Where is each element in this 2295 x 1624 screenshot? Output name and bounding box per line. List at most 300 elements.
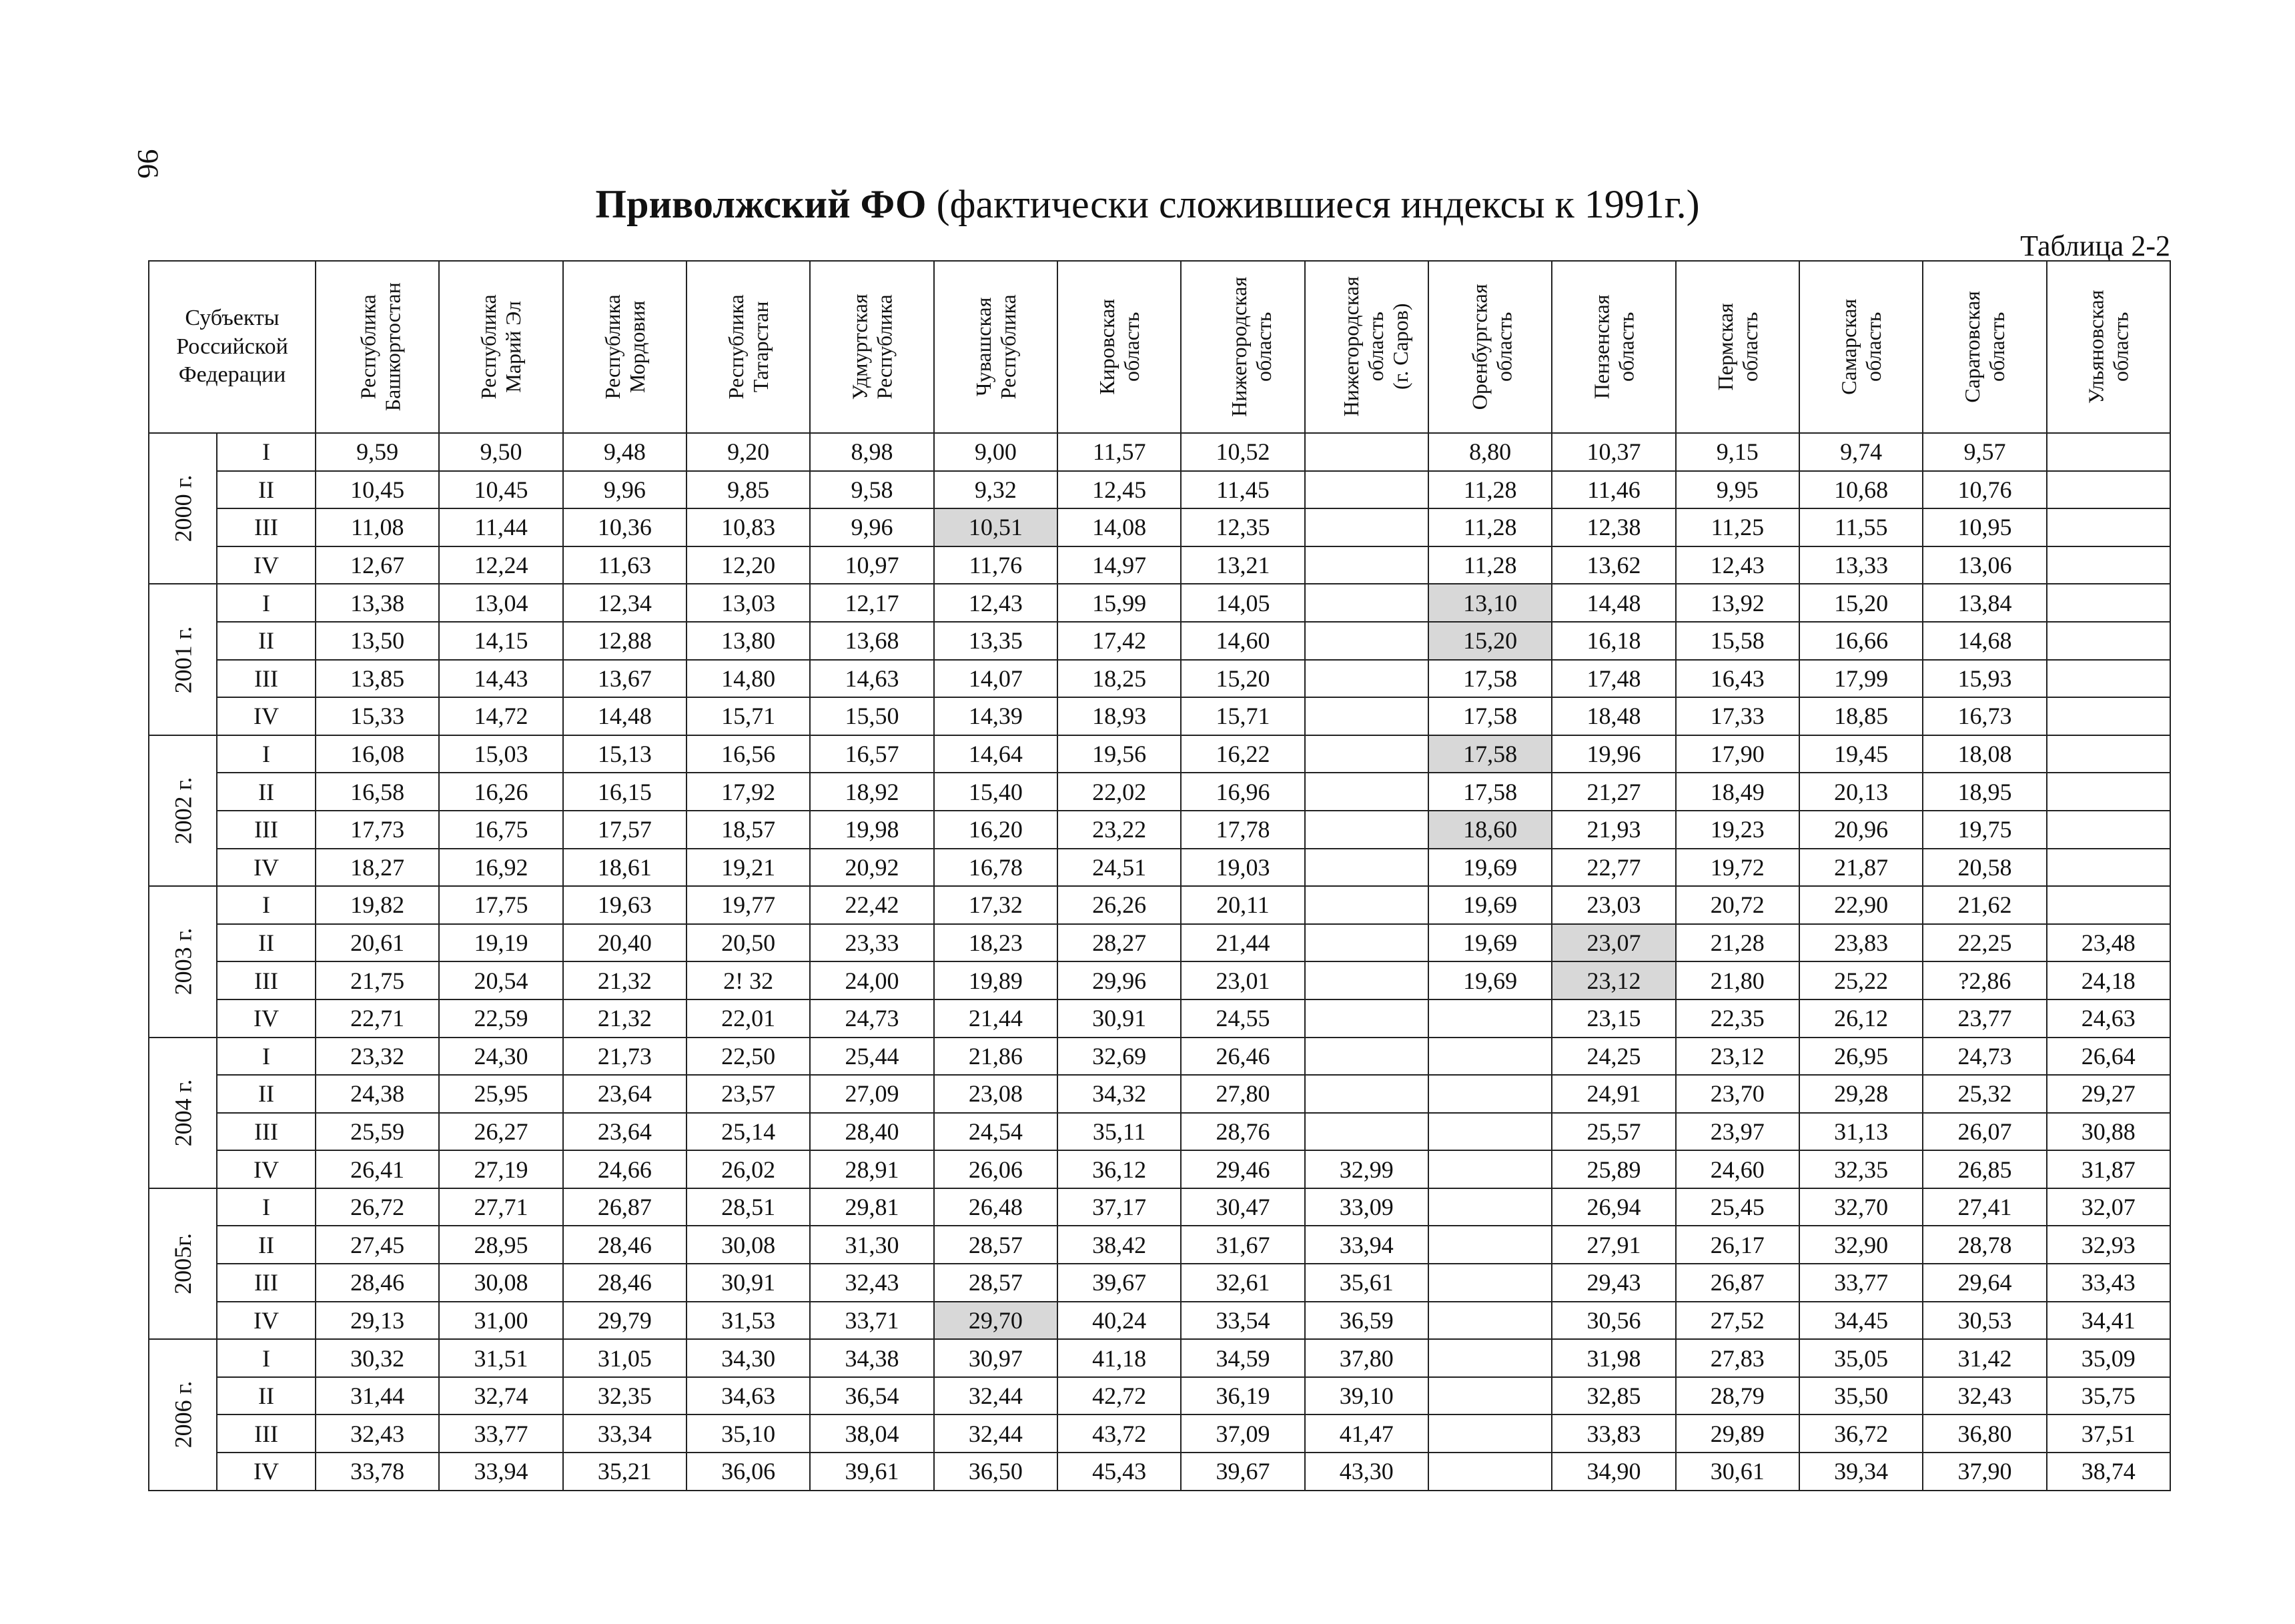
value-cell: 17,58 (1428, 697, 1552, 735)
value-cell: 16,92 (439, 849, 562, 887)
value-cell (1305, 584, 1428, 622)
value-cell: 19,03 (1181, 849, 1304, 887)
value-cell: 15,71 (686, 697, 810, 735)
value-cell: 24,91 (1552, 1075, 1675, 1113)
value-cell: 26,87 (1676, 1264, 1799, 1302)
value-cell: 35,61 (1305, 1264, 1428, 1302)
value-cell: 16,08 (316, 735, 439, 773)
value-cell: 17,78 (1181, 811, 1304, 849)
value-cell: 33,78 (316, 1453, 439, 1491)
value-cell: 28,46 (563, 1264, 686, 1302)
value-cell: 24,54 (934, 1113, 1057, 1151)
value-cell: 24,55 (1181, 999, 1304, 1038)
quarter-label: I (217, 1038, 316, 1076)
value-cell: 10,52 (1181, 433, 1304, 471)
value-cell: 21,32 (563, 999, 686, 1038)
value-cell: 17,33 (1676, 697, 1799, 735)
value-cell: 23,70 (1676, 1075, 1799, 1113)
value-cell (1428, 1038, 1552, 1076)
value-cell: 36,72 (1799, 1414, 1923, 1453)
column-header (1799, 261, 1923, 433)
value-cell: 25,57 (1552, 1113, 1675, 1151)
value-cell: 36,59 (1305, 1302, 1428, 1340)
value-cell (1305, 811, 1428, 849)
value-cell (2047, 622, 2170, 660)
value-cell: 26,95 (1799, 1038, 1923, 1076)
title-subtitle: (фактически сложившиеся индексы к 1991г.) (926, 182, 1700, 226)
value-cell: 13,06 (1923, 546, 2046, 584)
value-cell: 29,89 (1676, 1414, 1799, 1453)
value-cell: 23,64 (563, 1113, 686, 1151)
value-cell: 9,96 (563, 471, 686, 509)
quarter-label: I (217, 1188, 316, 1226)
value-cell (1428, 1150, 1552, 1188)
value-cell: 9,96 (810, 508, 933, 546)
table-row (149, 584, 2170, 622)
value-cell: 21,44 (934, 999, 1057, 1038)
value-cell: 26,85 (1923, 1150, 2046, 1188)
value-cell: 30,97 (934, 1339, 1057, 1377)
value-cell: 17,48 (1552, 660, 1675, 698)
value-cell: 40,24 (1057, 1302, 1181, 1340)
value-cell: 34,63 (686, 1377, 810, 1415)
value-cell: 11,28 (1428, 546, 1552, 584)
value-cell: 37,90 (1923, 1453, 2046, 1491)
value-cell: 14,43 (439, 660, 562, 698)
quarter-label: IV (217, 1302, 316, 1340)
value-cell: 32,43 (1923, 1377, 2046, 1415)
value-cell: 36,80 (1923, 1414, 2046, 1453)
value-cell: 28,46 (316, 1264, 439, 1302)
value-cell: 15,71 (1181, 697, 1304, 735)
value-cell: 17,32 (934, 886, 1057, 924)
quarter-label: III (217, 1264, 316, 1302)
quarter-label: II (217, 1377, 316, 1415)
value-cell: 36,12 (1057, 1150, 1181, 1188)
value-cell: 36,19 (1181, 1377, 1304, 1415)
value-cell: 14,97 (1057, 546, 1181, 584)
value-cell: 16,73 (1923, 697, 2046, 735)
value-cell: 18,85 (1799, 697, 1923, 735)
quarter-label: I (217, 433, 316, 471)
column-header (1676, 261, 1799, 433)
value-cell: 14,63 (810, 660, 933, 698)
value-cell: 16,57 (810, 735, 933, 773)
value-cell: 14,05 (1181, 584, 1304, 622)
value-cell: 26,17 (1676, 1226, 1799, 1264)
value-cell: 8,80 (1428, 433, 1552, 471)
quarter-label: IV (217, 546, 316, 584)
table-row (149, 1377, 2170, 1415)
value-cell (1428, 1414, 1552, 1453)
column-header-label: Кировская область (1094, 298, 1143, 395)
value-cell (1428, 1113, 1552, 1151)
value-cell: 17,58 (1428, 735, 1552, 773)
table-row (149, 1264, 2170, 1302)
value-cell: 23,83 (1799, 924, 1923, 962)
value-cell: 25,59 (316, 1113, 439, 1151)
value-cell: 32,35 (563, 1377, 686, 1415)
quarter-label: II (217, 924, 316, 962)
value-cell: 32,93 (2047, 1226, 2170, 1264)
value-cell: 33,54 (1181, 1302, 1304, 1340)
quarter-label: III (217, 811, 316, 849)
value-cell: 29,70 (934, 1302, 1057, 1340)
value-cell: 35,50 (1799, 1377, 1923, 1415)
value-cell: 16,96 (1181, 773, 1304, 811)
value-cell: 21,27 (1552, 773, 1675, 811)
value-cell (1428, 1226, 1552, 1264)
value-cell: 19,69 (1428, 924, 1552, 962)
column-header-label: Республика Татарстан (723, 294, 773, 399)
value-cell: 30,08 (439, 1264, 562, 1302)
value-cell: 28,40 (810, 1113, 933, 1151)
value-cell: 26,12 (1799, 999, 1923, 1038)
value-cell: 14,48 (1552, 584, 1675, 622)
value-cell: 18,92 (810, 773, 933, 811)
value-cell: 12,17 (810, 584, 933, 622)
value-cell: 29,96 (1057, 961, 1181, 999)
value-cell: 26,48 (934, 1188, 1057, 1226)
value-cell: 9,32 (934, 471, 1057, 509)
column-header-label: Удмуртская Республика (847, 293, 896, 400)
value-cell: 26,46 (1181, 1038, 1304, 1076)
value-cell: 22,59 (439, 999, 562, 1038)
year-label: 2002 г. (149, 735, 217, 886)
value-cell: 15,13 (563, 735, 686, 773)
value-cell: 13,21 (1181, 546, 1304, 584)
table-row (149, 1150, 2170, 1188)
table-row (149, 546, 2170, 584)
value-cell: 31,67 (1181, 1226, 1304, 1264)
table-row (149, 1188, 2170, 1226)
value-cell: 29,79 (563, 1302, 686, 1340)
value-cell: 16,26 (439, 773, 562, 811)
value-cell: 27,71 (439, 1188, 562, 1226)
column-header (1552, 261, 1675, 433)
value-cell: 11,25 (1676, 508, 1799, 546)
value-cell: 9,85 (686, 471, 810, 509)
year-label: 2005г. (149, 1188, 217, 1339)
table-row (149, 697, 2170, 735)
value-cell (1428, 1075, 1552, 1113)
value-cell: 24,18 (2047, 961, 2170, 999)
value-cell: 20,92 (810, 849, 933, 887)
value-cell (2047, 697, 2170, 735)
column-header-label: Самарская область (1836, 298, 1885, 395)
value-cell: 31,98 (1552, 1339, 1675, 1377)
value-cell (2047, 546, 2170, 584)
value-cell: 13,10 (1428, 584, 1552, 622)
column-header (810, 261, 933, 433)
value-cell: 19,63 (563, 886, 686, 924)
value-cell: 30,32 (316, 1339, 439, 1377)
value-cell: 9,15 (1676, 433, 1799, 471)
value-cell (2047, 471, 2170, 509)
value-cell: 24,60 (1676, 1150, 1799, 1188)
value-cell: 16,66 (1799, 622, 1923, 660)
value-cell: 28,46 (563, 1226, 686, 1264)
value-cell (2047, 811, 2170, 849)
value-cell: 10,83 (686, 508, 810, 546)
value-cell: 13,33 (1799, 546, 1923, 584)
value-cell: 22,01 (686, 999, 810, 1038)
value-cell: 17,92 (686, 773, 810, 811)
value-cell: 18,27 (316, 849, 439, 887)
value-cell: 24,63 (2047, 999, 2170, 1038)
value-cell: 9,95 (1676, 471, 1799, 509)
value-cell: 24,73 (1923, 1038, 2046, 1076)
value-cell (1305, 622, 1428, 660)
value-cell: 12,43 (1676, 546, 1799, 584)
value-cell: 15,03 (439, 735, 562, 773)
value-cell: 23,97 (1676, 1113, 1799, 1151)
value-cell: 20,50 (686, 924, 810, 962)
value-cell (1305, 849, 1428, 887)
value-cell: 17,42 (1057, 622, 1181, 660)
year-label: 2000 г. (149, 433, 217, 584)
value-cell: 37,17 (1057, 1188, 1181, 1226)
value-cell: 32,70 (1799, 1188, 1923, 1226)
value-cell: 21,87 (1799, 849, 1923, 887)
value-cell: 26,72 (316, 1188, 439, 1226)
value-cell: 11,28 (1428, 508, 1552, 546)
value-cell: 10,37 (1552, 433, 1675, 471)
value-cell: 32,69 (1057, 1038, 1181, 1076)
value-cell: 33,77 (1799, 1264, 1923, 1302)
quarter-label: II (217, 1075, 316, 1113)
value-cell: 32,61 (1181, 1264, 1304, 1302)
quarter-label: I (217, 886, 316, 924)
value-cell: 11,44 (439, 508, 562, 546)
value-cell: 30,56 (1552, 1302, 1675, 1340)
value-cell: 28,79 (1676, 1377, 1799, 1415)
value-cell: 15,33 (316, 697, 439, 735)
value-cell: 26,26 (1057, 886, 1181, 924)
value-cell: 26,07 (1923, 1113, 2046, 1151)
year-label: 2001 г. (149, 584, 217, 735)
value-cell: 32,43 (316, 1414, 439, 1453)
value-cell: 26,87 (563, 1188, 686, 1226)
value-cell: 19,21 (686, 849, 810, 887)
value-cell: 18,48 (1552, 697, 1675, 735)
value-cell: 19,77 (686, 886, 810, 924)
column-header-label: Пермская область (1713, 302, 1762, 391)
value-cell (1305, 999, 1428, 1038)
value-cell: 29,27 (2047, 1075, 2170, 1113)
value-cell: 18,23 (934, 924, 1057, 962)
column-header-label: Оренбургская область (1467, 283, 1516, 410)
value-cell: 19,19 (439, 924, 562, 962)
value-cell: 14,15 (439, 622, 562, 660)
page-title (0, 181, 2295, 228)
column-header-label: Пензенская область (1589, 294, 1638, 399)
value-cell: 12,88 (563, 622, 686, 660)
table-row (149, 471, 2170, 509)
value-cell: 42,72 (1057, 1377, 1181, 1415)
value-cell: 20,72 (1676, 886, 1799, 924)
value-cell: 26,27 (439, 1113, 562, 1151)
value-cell: 11,46 (1552, 471, 1675, 509)
year-label: 2003 г. (149, 886, 217, 1037)
column-header-label: Нижегородская область (1227, 276, 1276, 417)
table-body (149, 433, 2170, 1491)
value-cell: 14,72 (439, 697, 562, 735)
column-header (1305, 261, 1428, 433)
table-row (149, 735, 2170, 773)
table-row (149, 1453, 2170, 1491)
value-cell: 17,58 (1428, 660, 1552, 698)
value-cell: 21,75 (316, 961, 439, 999)
value-cell: 34,45 (1799, 1302, 1923, 1340)
value-cell: 21,32 (563, 961, 686, 999)
value-cell: 35,05 (1799, 1339, 1923, 1377)
value-cell: 16,56 (686, 735, 810, 773)
value-cell: 24,51 (1057, 849, 1181, 887)
value-cell: 18,25 (1057, 660, 1181, 698)
value-cell: 16,58 (316, 773, 439, 811)
value-cell: 19,23 (1676, 811, 1799, 849)
value-cell: 21,44 (1181, 924, 1304, 962)
value-cell: 11,76 (934, 546, 1057, 584)
value-cell: 31,13 (1799, 1113, 1923, 1151)
value-cell: 21,86 (934, 1038, 1057, 1076)
value-cell (1428, 1453, 1552, 1491)
table-row (149, 660, 2170, 698)
value-cell: 28,76 (1181, 1113, 1304, 1151)
value-cell: 32,44 (934, 1377, 1057, 1415)
value-cell: 33,83 (1552, 1414, 1675, 1453)
value-cell: 25,14 (686, 1113, 810, 1151)
value-cell: 11,08 (316, 508, 439, 546)
value-cell: 27,09 (810, 1075, 933, 1113)
value-cell: 30,91 (686, 1264, 810, 1302)
value-cell: 18,08 (1923, 735, 2046, 773)
value-cell: 15,58 (1676, 622, 1799, 660)
value-cell: 15,40 (934, 773, 1057, 811)
value-cell: 25,89 (1552, 1150, 1675, 1188)
value-cell: 16,20 (934, 811, 1057, 849)
value-cell: 11,57 (1057, 433, 1181, 471)
page-number: 96 (131, 149, 165, 179)
value-cell: 34,38 (810, 1339, 933, 1377)
value-cell: 15,99 (1057, 584, 1181, 622)
value-cell: 10,97 (810, 546, 933, 584)
value-cell (2047, 886, 2170, 924)
value-cell: 34,32 (1057, 1075, 1181, 1113)
value-cell (1305, 773, 1428, 811)
value-cell: 10,45 (316, 471, 439, 509)
value-cell: 8,98 (810, 433, 933, 471)
value-cell: 23,77 (1923, 999, 2046, 1038)
value-cell: 35,10 (686, 1414, 810, 1453)
value-cell: 35,09 (2047, 1339, 2170, 1377)
value-cell: 35,11 (1057, 1113, 1181, 1151)
value-cell: 23,07 (1552, 924, 1675, 962)
value-cell: 29,28 (1799, 1075, 1923, 1113)
value-cell: 29,43 (1552, 1264, 1675, 1302)
title-region: Приволжский ФО (595, 182, 927, 226)
value-cell (1305, 735, 1428, 773)
table-row (149, 773, 2170, 811)
value-cell: 24,30 (439, 1038, 562, 1076)
value-cell: 19,82 (316, 886, 439, 924)
value-cell: 10,95 (1923, 508, 2046, 546)
value-cell: 39,34 (1799, 1453, 1923, 1491)
value-cell: 9,59 (316, 433, 439, 471)
value-cell: 16,18 (1552, 622, 1675, 660)
value-cell: 25,95 (439, 1075, 562, 1113)
value-cell: 19,56 (1057, 735, 1181, 773)
value-cell: 18,95 (1923, 773, 2046, 811)
value-cell: 23,08 (934, 1075, 1057, 1113)
value-cell: 9,57 (1923, 433, 2046, 471)
quarter-label: II (217, 1226, 316, 1264)
value-cell: 41,18 (1057, 1339, 1181, 1377)
value-cell: 12,20 (686, 546, 810, 584)
value-cell: 20,13 (1799, 773, 1923, 811)
value-cell: 9,00 (934, 433, 1057, 471)
value-cell: 10,68 (1799, 471, 1923, 509)
value-cell: 19,72 (1676, 849, 1799, 887)
value-cell: 33,94 (439, 1453, 562, 1491)
header-subject: Субъекты Российской Федерации (149, 261, 316, 433)
value-cell: 10,51 (934, 508, 1057, 546)
value-cell: 16,78 (934, 849, 1057, 887)
value-cell: 30,08 (686, 1226, 810, 1264)
value-cell: 14,08 (1057, 508, 1181, 546)
table-row (149, 1339, 2170, 1377)
quarter-label: III (217, 508, 316, 546)
value-cell: 34,90 (1552, 1453, 1675, 1491)
column-header-label: Республика Башкортостан (356, 282, 405, 411)
value-cell: 25,32 (1923, 1075, 2046, 1113)
value-cell: 17,57 (563, 811, 686, 849)
value-cell: 31,87 (2047, 1150, 2170, 1188)
value-cell: 25,45 (1676, 1188, 1799, 1226)
value-cell: 26,06 (934, 1150, 1057, 1188)
column-header-label: Ульяновская область (2084, 290, 2133, 404)
column-header (316, 261, 439, 433)
value-cell: 15,20 (1428, 622, 1552, 660)
value-cell (2047, 433, 2170, 471)
value-cell: 13,92 (1676, 584, 1799, 622)
value-cell (1428, 1339, 1552, 1377)
value-cell: 20,58 (1923, 849, 2046, 887)
quarter-label: IV (217, 1150, 316, 1188)
value-cell: 14,07 (934, 660, 1057, 698)
table-row (149, 886, 2170, 924)
value-cell: 23,03 (1552, 886, 1675, 924)
value-cell: 36,54 (810, 1377, 933, 1415)
value-cell: 10,36 (563, 508, 686, 546)
value-cell: 32,90 (1799, 1226, 1923, 1264)
value-cell: 22,90 (1799, 886, 1923, 924)
value-cell: 45,43 (1057, 1453, 1181, 1491)
value-cell: 27,83 (1676, 1339, 1799, 1377)
value-cell: 11,28 (1428, 471, 1552, 509)
value-cell: ?2,86 (1923, 961, 2046, 999)
value-cell: 19,69 (1428, 886, 1552, 924)
quarter-label: IV (217, 697, 316, 735)
value-cell: 37,51 (2047, 1414, 2170, 1453)
value-cell: 19,45 (1799, 735, 1923, 773)
value-cell: 31,05 (563, 1339, 686, 1377)
value-cell: 27,91 (1552, 1226, 1675, 1264)
value-cell: 13,67 (563, 660, 686, 698)
value-cell: 29,46 (1181, 1150, 1304, 1188)
value-cell: 23,15 (1552, 999, 1675, 1038)
